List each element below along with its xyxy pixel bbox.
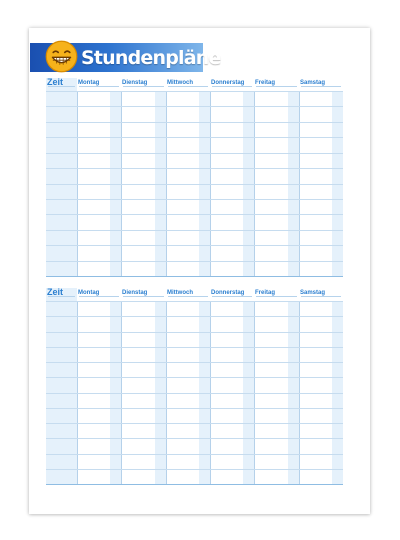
column-stripe <box>332 78 343 276</box>
row-line <box>46 168 343 169</box>
column-header-dienstag: Dienstag <box>122 290 148 296</box>
row-line <box>46 347 343 348</box>
header-underline <box>301 296 341 297</box>
header-underline <box>256 296 297 297</box>
row-line <box>46 316 343 317</box>
header-underline <box>79 86 119 87</box>
row-line <box>46 245 343 246</box>
row-line <box>46 301 343 302</box>
header-underline <box>48 296 75 297</box>
row-line <box>46 153 343 154</box>
column-header-dienstag: Dienstag <box>122 80 148 86</box>
row-line <box>46 362 343 363</box>
laughing-face-icon <box>45 40 78 73</box>
column-stripe <box>288 78 299 276</box>
timetable-sheet <box>29 28 370 514</box>
column-stripe <box>199 78 210 276</box>
column-stripe <box>46 78 77 276</box>
column-header-samstag: Samstag <box>300 290 326 296</box>
row-line <box>46 122 343 123</box>
column-stripe <box>110 78 121 276</box>
row-line <box>46 230 343 231</box>
row-line <box>46 199 343 200</box>
header-underline <box>256 86 297 87</box>
header-underline <box>79 296 119 297</box>
row-line <box>46 91 343 92</box>
row-line <box>46 276 343 277</box>
row-line <box>46 377 343 378</box>
header-underline <box>212 86 252 87</box>
column-header-donnerstag: Donnerstag <box>211 80 245 86</box>
row-line <box>46 469 343 470</box>
row-line <box>46 332 343 333</box>
row-line <box>46 106 343 107</box>
row-line <box>46 484 343 485</box>
column-header-freitag: Freitag <box>255 80 276 86</box>
header-underline <box>301 86 341 87</box>
row-line <box>46 184 343 185</box>
header-underline <box>123 86 164 87</box>
timetable-2 <box>46 288 343 484</box>
row-line <box>46 438 343 439</box>
column-header-donnerstag: Donnerstag <box>211 290 245 296</box>
row-line <box>46 408 343 409</box>
column-header-montag: Montag <box>78 290 100 296</box>
column-header-zeit: Zeit <box>47 77 64 87</box>
row-line <box>46 137 343 138</box>
row-line <box>46 423 343 424</box>
column-stripe <box>155 78 166 276</box>
header-underline <box>48 86 75 87</box>
column-header-zeit: Zeit <box>47 287 64 297</box>
row-line <box>46 261 343 262</box>
column-stripe <box>243 78 254 276</box>
header-underline <box>212 296 252 297</box>
column-header-montag: Montag <box>78 80 100 86</box>
row-line <box>46 454 343 455</box>
column-header-mittwoch: Mittwoch <box>167 290 193 296</box>
page-title: Stundenpläne <box>81 47 221 69</box>
column-header-freitag: Freitag <box>255 290 276 296</box>
header-underline <box>168 86 208 87</box>
column-header-samstag: Samstag <box>300 80 326 86</box>
row-line <box>46 393 343 394</box>
column-header-mittwoch: Mittwoch <box>167 80 193 86</box>
header-underline <box>168 296 208 297</box>
row-line <box>46 214 343 215</box>
header-underline <box>123 296 164 297</box>
timetable-1 <box>46 78 343 276</box>
